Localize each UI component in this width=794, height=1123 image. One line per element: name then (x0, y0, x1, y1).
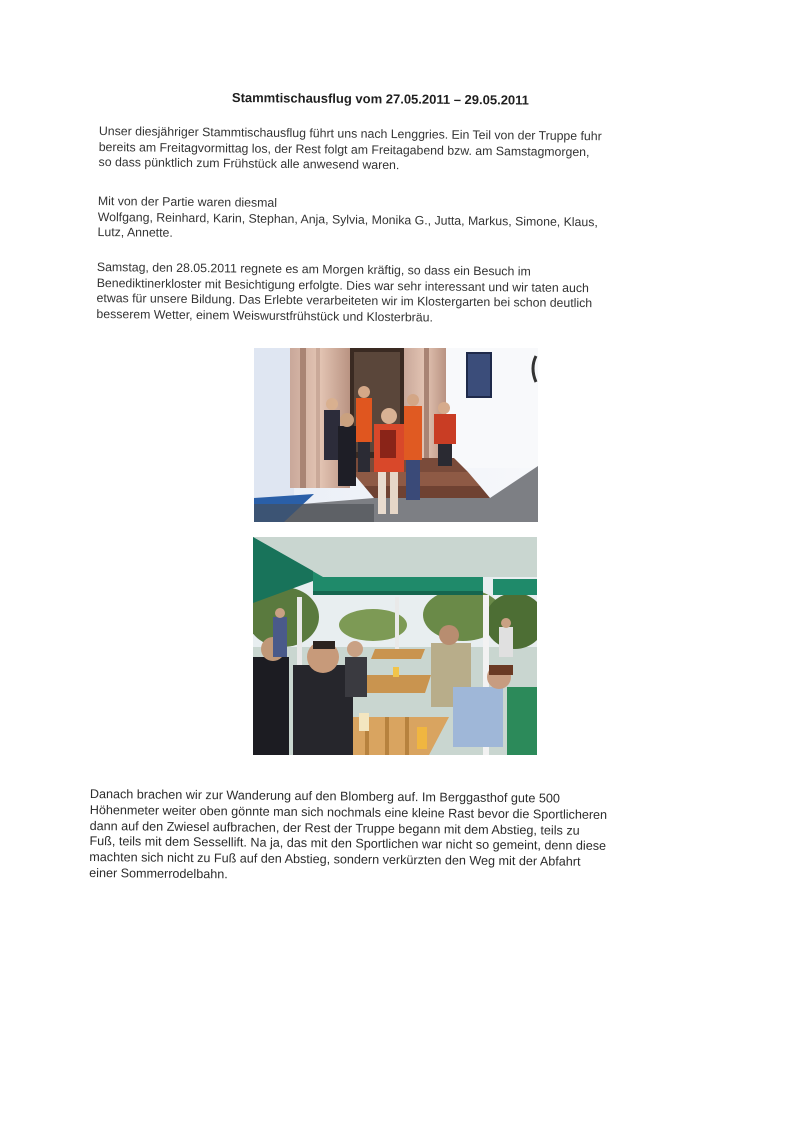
paragraph-hike (89, 787, 607, 887)
text-line: bereits am Freitagvormittag los, der Rest folgt am Freitagabend bzw. am Samstagmorgen, (98, 139, 590, 159)
photo-monastery-entrance (254, 348, 538, 522)
text-line: besserem Wetter, einem Weiswurstfrühstück und Klosterbräu. (96, 306, 433, 325)
text-line: so dass pünktlich zum Frühstück alle anwesend waren. (98, 155, 400, 173)
paragraph-intro (99, 124, 602, 176)
text-line: Höhenmeter weiter oben gönnte man sich nochmals eine kleine Rast bevor die Sportlicheren (89, 802, 608, 822)
text-line: Fuß, teils mit dem Sessellift. Na ja, das mit den Sportlichen war nicht so gemeint, denn diese (89, 834, 607, 854)
text-line: Lutz, Annette. (97, 225, 173, 240)
photo-beer-garden (253, 537, 537, 755)
paragraph-saturday (96, 260, 592, 328)
text-line: Mit von der Partie waren diesmal (97, 194, 278, 210)
document-title: Stammtischausflug vom 27.05.2011 – 29.05.2011 (231, 90, 530, 108)
text-line: machten sich nicht zu Fuß auf den Abstieg, sondern verkürzten den Weg mit der Abfahrt (89, 850, 581, 869)
text-line: dann auf den Zwiesel aufbrachen, der Rest der Truppe begann mit dem Abstieg, teils zu (89, 818, 580, 838)
text-line: Wolfgang, Reinhard, Karin, Stephan, Anja, Sylvia, Monika G., Jutta, Markus, Simone, Klaus, (97, 209, 598, 229)
text-line: Danach brachen wir zur Wanderung auf den Blomberg auf. Im Berggasthof gute 500 (89, 787, 560, 806)
paragraph-participants (98, 194, 599, 246)
text-line: Samstag, den 28.05.2011 regnete es am Morgen kräftig, so dass ein Besuch im (96, 260, 531, 279)
text-line: Unser diesjähriger Stammtischausflug führt uns nach Lenggries. Ein Teil von der Truppe fuhr (98, 124, 602, 144)
text-line: etwas für unsere Bildung. Das Erlebte verarbeiteten wir im Klostergarten bei schon deutlich (96, 291, 593, 311)
text-line: einer Sommerrodelbahn. (89, 865, 228, 882)
text-line: Benediktinerkloster mit Besichtigung erfolgte. Dies war sehr interessant und wir taten auch (96, 275, 589, 295)
